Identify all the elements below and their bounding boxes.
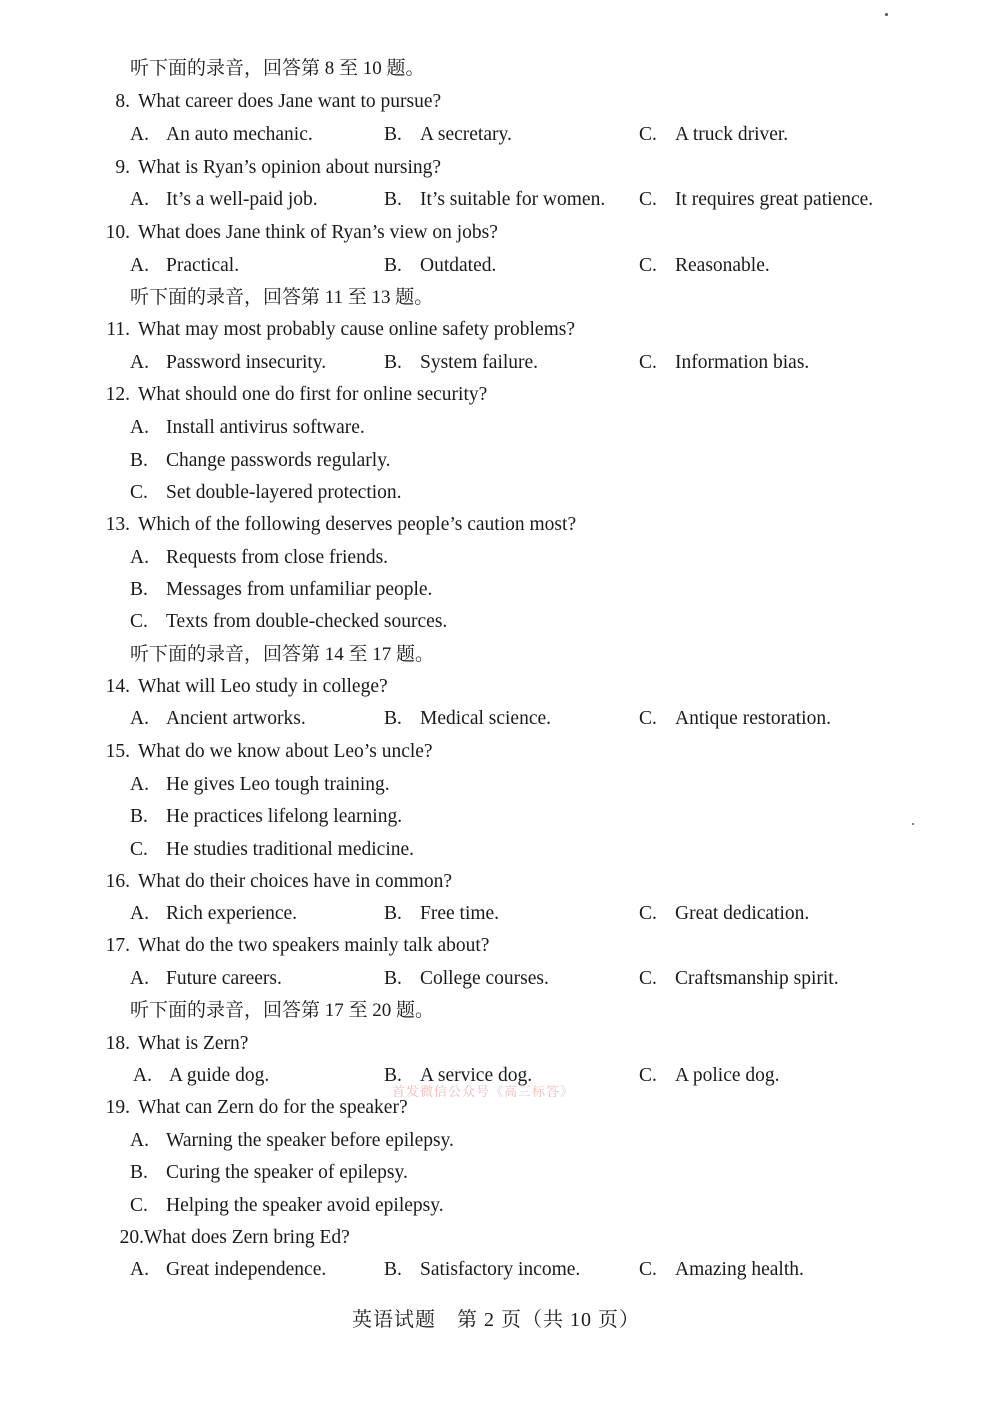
option-18a: A. A guide dog. (133, 1065, 270, 1086)
page-footer: 英语试题 第 2 页（共 10 页） (352, 1309, 640, 1331)
option-9a: A. It’s a well-paid job. (130, 189, 318, 210)
option-10c: C. Reasonable. (639, 255, 770, 276)
option-16a: A. Rich experience. (130, 903, 298, 924)
question-10: 10. What does Jane think of Ryan’s view on jobs? (105, 222, 498, 243)
option-19b: B. Curing the speaker of epilepsy. (130, 1162, 408, 1183)
section-instruction: 听下面的录音，回答第 8 至 10 题。 (130, 58, 425, 79)
question-20: 20.What does Zern bring Ed? (119, 1227, 350, 1248)
option-15b: B. He practices lifelong learning. (130, 806, 403, 827)
option-15a: A. He gives Leo tough training. (130, 774, 390, 795)
question-14: 14. What will Leo study in college? (105, 676, 388, 697)
question-12: 12. What should one do first for online security? (105, 384, 488, 405)
option-13a: A. Requests from close friends. (130, 547, 389, 568)
question-11: 11. What may most probably cause online safety problems? (106, 319, 575, 340)
option-12b: B. Change passwords regularly. (130, 450, 391, 471)
option-11b: B. System failure. (384, 352, 539, 373)
option-20b: B. Satisfactory income. (384, 1259, 581, 1280)
option-10b: B. Outdated. (384, 255, 497, 276)
option-16c: C. Great dedication. (639, 903, 810, 924)
section-instruction: 听下面的录音，回答第 11 至 13 题。 (130, 287, 434, 308)
option-13b: B. Messages from unfamiliar people. (130, 579, 433, 600)
question-17: 17. What do the two speakers mainly talk about? (105, 935, 490, 956)
option-19c: C. Helping the speaker avoid epilepsy. (130, 1195, 444, 1216)
option-20a: A. Great independence. (130, 1259, 327, 1280)
option-17a: A. Future careers. (130, 968, 282, 989)
section-instruction: 听下面的录音，回答第 14 至 17 题。 (130, 644, 435, 665)
scan-speck (885, 13, 888, 16)
option-14c: C. Antique restoration. (639, 708, 831, 729)
option-8b: B. A secretary. (384, 124, 512, 145)
option-8a: A. An auto mechanic. (130, 124, 313, 145)
option-20c: C. Amazing health. (639, 1259, 804, 1280)
option-8c: C. A truck driver. (639, 124, 789, 145)
question-9: 9. What is Ryan’s opinion about nursing? (115, 157, 442, 178)
watermark-text: 首发微信公众号《高三标答》 (392, 1084, 575, 1099)
option-17b: B. College courses. (384, 968, 549, 989)
option-14b: B. Medical science. (384, 708, 552, 729)
option-11c: C. Information bias. (639, 352, 810, 373)
option-10a: A. Practical. (130, 255, 240, 276)
option-16b: B. Free time. (384, 903, 500, 924)
option-19a: A. Warning the speaker before epilepsy. (130, 1130, 454, 1151)
question-19: 19. What can Zern do for the speaker? (105, 1097, 408, 1118)
option-13c: C. Texts from double-checked sources. (130, 611, 448, 632)
section-instruction: 听下面的录音，回答第 17 至 20 题。 (130, 1000, 435, 1021)
option-12c: C. Set double-layered protection. (130, 482, 402, 503)
option-11a: A. Password insecurity. (130, 352, 327, 373)
option-18b: B. A service dog. (384, 1065, 533, 1086)
question-8: 8. What career does Jane want to pursue? (115, 91, 442, 112)
question-13: 13. Which of the following deserves people’s caution most? (105, 514, 577, 535)
option-9b: B. It’s suitable for women. (384, 189, 606, 210)
question-15: 15. What do we know about Leo’s uncle? (105, 741, 433, 762)
question-18: 18. What is Zern? (105, 1033, 249, 1054)
scan-speck (912, 823, 914, 825)
option-17c: C. Craftsmanship spirit. (639, 968, 839, 989)
option-12a: A. Install antivirus software. (130, 417, 365, 438)
option-9c: C. It requires great patience. (639, 189, 874, 210)
option-15c: C. He studies traditional medicine. (130, 839, 415, 860)
option-14a: A. Ancient artworks. (130, 708, 306, 729)
option-18c: C. A police dog. (639, 1065, 780, 1086)
question-16: 16. What do their choices have in common? (105, 871, 453, 892)
